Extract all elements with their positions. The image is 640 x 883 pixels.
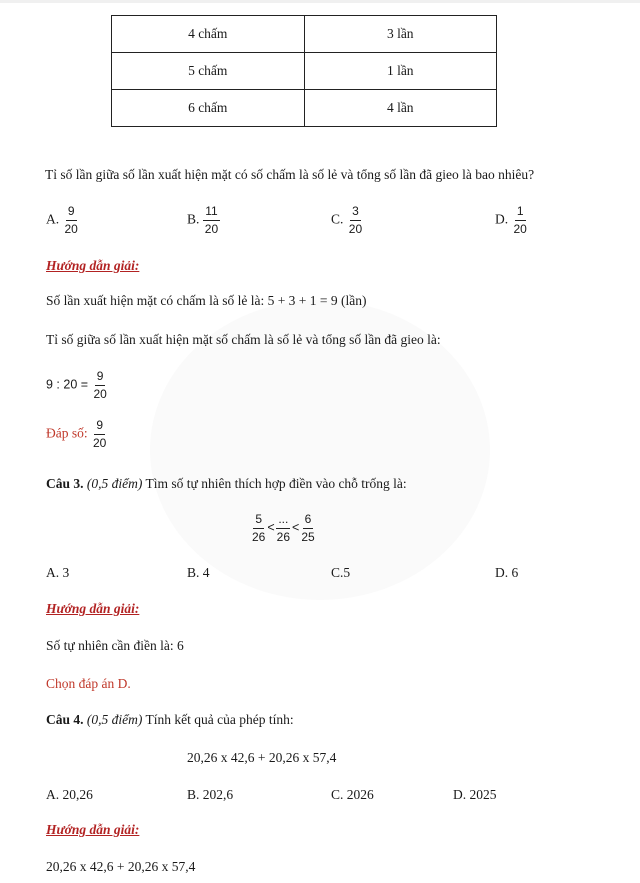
q4-option-a: A. 20,26 xyxy=(46,787,93,802)
less-than-sign: < xyxy=(292,520,300,535)
table-cell-count: 1 lần xyxy=(304,53,497,90)
fraction-numerator: 3 xyxy=(350,204,361,221)
table-cell-count: 4 lần xyxy=(304,90,497,127)
option-label: B. xyxy=(187,211,200,227)
option-label: D. xyxy=(495,211,509,227)
table-cell-count: 3 lần xyxy=(304,16,497,53)
fraction-denominator: 25 xyxy=(301,530,315,544)
q2-option-a xyxy=(46,204,80,237)
frequency-table xyxy=(111,15,497,127)
calc-expression: 9 : 20 = xyxy=(46,377,89,392)
fraction-denominator: 26 xyxy=(276,530,291,544)
fraction-denominator: 20 xyxy=(93,436,107,450)
q4-solution-line1: 20,26 x 42,6 + 20,26 x 57,4 xyxy=(46,859,196,874)
q2-solution-line1: Số lần xuất hiện mặt có chấm là số lẻ là: 5 + 3 + 1 = 9 (lần) xyxy=(46,293,367,308)
fraction-numerator: 6 xyxy=(303,512,314,529)
fraction-numerator: 9 xyxy=(95,369,106,386)
table-cell-dots: 4 chấm xyxy=(112,16,305,53)
q2-calculation xyxy=(46,369,109,402)
q3-points: (0,5 điểm) xyxy=(86,476,143,491)
option-fraction xyxy=(203,204,220,237)
answer-fraction xyxy=(91,418,108,451)
q3-option-d: D. 6 xyxy=(495,565,519,580)
q2-option-c xyxy=(331,204,364,237)
option-fraction xyxy=(512,204,529,237)
option-label: C. xyxy=(331,211,344,227)
option-fraction xyxy=(347,204,364,237)
fraction-denominator: 20 xyxy=(204,222,219,236)
q4-option-b: B. 202,6 xyxy=(187,787,234,802)
table-cell-dots: 6 chấm xyxy=(112,90,305,127)
table-row xyxy=(112,90,497,127)
previous-page-edge xyxy=(0,0,640,3)
q3-question-line xyxy=(46,476,407,492)
q4-question-line xyxy=(46,712,294,728)
q4-option-d: D. 2025 xyxy=(453,787,497,802)
option-fraction xyxy=(63,204,80,237)
table-row xyxy=(112,53,497,90)
q2-option-d xyxy=(495,204,529,237)
fraction-numerator: 9 xyxy=(94,418,105,435)
fraction-denominator: 20 xyxy=(93,387,107,401)
calc-fraction xyxy=(91,369,108,402)
fraction-numerator: 1 xyxy=(515,204,526,221)
fraction-numerator: 5 xyxy=(253,512,264,529)
fraction-numerator: ... xyxy=(276,512,290,529)
q4-points: (0,5 điểm) xyxy=(86,712,143,727)
option-label: A. xyxy=(46,211,60,227)
q2-option-b xyxy=(187,204,220,237)
q3-guide-heading: Hướng dẫn giải: xyxy=(46,601,140,616)
q2-guide-heading: Hướng dẫn giải: xyxy=(46,258,140,273)
fraction-denominator: 20 xyxy=(348,222,363,236)
q4-option-c: C. 2026 xyxy=(331,787,374,802)
fraction-numerator: 11 xyxy=(203,204,219,221)
q4-title: Câu 4. xyxy=(46,712,84,727)
q3-question: Tìm số tự nhiên thích hợp điền vào chỗ trống là: xyxy=(145,476,407,491)
answer-label: Đáp số: xyxy=(46,425,88,441)
inequality-fraction xyxy=(299,512,316,545)
q3-title: Câu 3. xyxy=(46,476,84,491)
q3-answer: Chọn đáp án D. xyxy=(46,676,131,691)
q4-guide-heading: Hướng dẫn giải: xyxy=(46,822,140,837)
q4-question: Tính kết quả của phép tính: xyxy=(145,712,294,727)
q3-option-c: C.5 xyxy=(331,565,351,580)
q3-option-a: A. 3 xyxy=(46,565,70,580)
q4-expression: 20,26 x 42,6 + 20,26 x 57,4 xyxy=(187,750,337,765)
q3-option-b: B. 4 xyxy=(187,565,210,580)
q2-question: Tỉ số lần giữa số lần xuất hiện mặt có số chấm là số lẻ và tổng số lần đã gieo là bao nhiêu? xyxy=(45,167,535,182)
fraction-denominator: 20 xyxy=(64,222,78,236)
fraction-denominator: 20 xyxy=(513,222,527,236)
q2-solution-line2: Tỉ số giữa số lần xuất hiện mặt số chấm là số lẻ và tổng số lần đã gieo là: xyxy=(46,332,441,347)
table-row xyxy=(112,16,497,53)
q2-answer xyxy=(46,418,108,451)
less-than-sign: < xyxy=(267,520,275,535)
fraction-denominator: 26 xyxy=(252,530,266,544)
q3-solution-line1: Số tự nhiên cần điền là: 6 xyxy=(46,638,184,653)
inequality-fraction xyxy=(275,512,292,545)
table-cell-dots: 5 chấm xyxy=(112,53,305,90)
fraction-numerator: 9 xyxy=(66,204,77,221)
q3-inequality xyxy=(250,512,317,545)
inequality-fraction xyxy=(250,512,267,545)
